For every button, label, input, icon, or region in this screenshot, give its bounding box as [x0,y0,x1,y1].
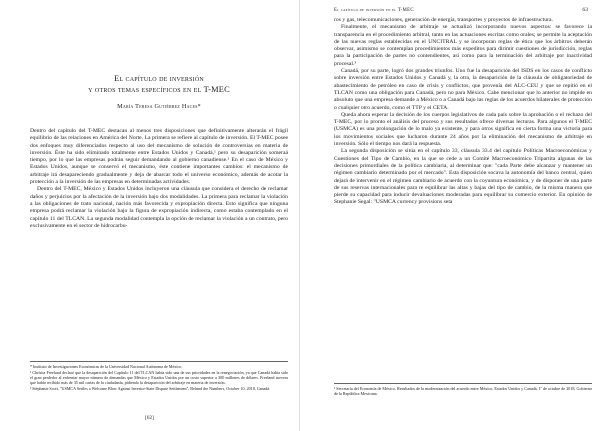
right-body-text [334,17,592,207]
chapter-title [30,73,288,95]
right-page [300,0,600,431]
right-page-number: 63 [582,7,588,13]
left-paragraph-2: Dentro del T-MEC, México y Estados Unidos incluyeron una cláusula que considera el derecho de reclamar daños y perjuicios por la afectación de la inversión bajo dos modalidades. La primera para reclamar la violación a las obligaciones de trato nacional, nación más favorecida y expropiación directa. Esto significa que ninguna empresa podrá reclamar la violación bajo la figura de expropiación indirecta, como estaba contemplado en el capítulo 11 del TLCAN. La segunda modalidad contempla la opción de reclamar la violación a un contrato, pero exclusivamente en el sector de hidrocarbu- [30,186,288,229]
right-paragraph-3: Canadá, por su parte, logró dos grandes triunfos. Uno fue la desaparición del ISDS en los casos de conflicto sobre inversión entre Estados Unidos y Canadá y, la otra, la desaparición de la cláusula de obligatoriedad de abastecimiento de petróleo en caso de crisis y conflictos, que provenía del ALC-CEU y que se repitió en el TLCAN como una obligación para Canadá, pero no para México. Cabe mencionar que lo anterior no impide en absoluto que una empresa demande a México o a Canadá bajo las reglas de los acuerdos bilaterales de protección o cualquier otro acuerdo, como el TTP y el CETA. [334,68,592,111]
footnote-author-affiliation: * Instituto de Investigaciones Económicas de la Universidad Nacional Autónoma de México. [30,364,183,369]
right-footnotes [334,383,592,397]
right-paragraph-1: ros y gas, telecomunicaciones, generación de energía, transportes y proyectos de infraestructura. [334,17,553,23]
running-head: El capítulo de inversión en el T-MEC [334,8,414,13]
footnote-2: ² Stéphanie Scott, "USMCA Settles a Welcome Blow Against Investor-State Dispute Settlement", Behind the Numbers, October 10, 2018, Canadá. [30,386,271,392]
right-paragraph-4: Queda ahora esperar la decisión de los cuerpos legislativos de cada país sobre la aprobación o el rechazo del T-MEC, por lo pronto el análisis del proceso y sus resultados ofrece diversas lecturas. Para algunos el T-MEC (USMCA) es una prolongación de lo malo ya existente, y para otros significa en cierta forma una victoria para los movimientos sociales que lucharon durante 24 años por la eliminación del mecanismo de arbitraje en inversión. Sólo el tiempo nos dará la respuesta. [334,111,592,148]
right-paragraph-2: Finalmente, el mecanismo de arbitraje se actualizó incorporando nuevos aspectos: se favorece la transparencia en el procedimiento arbitral, tanto en las actuaciones escritas como orales; se permite la aceptación de las nuevas reglas establecidas en el UNCITRAL y se incorporan reglas de ética que los árbitros deberán observar, asimismo se contemplan procedimientos más expeditos para dirimir cuestiones de jurisdicción, reglas para la participación de partes no contendientes, así como para la terminación del arbitraje por inactividad procesal.³ [334,24,592,67]
chapter-title-line-1: El capítulo de inversión [114,74,204,83]
left-page-folio: [62] [145,415,154,421]
footnote-1: ¹ Chrístia Freeland declaró que la desaparición del Capítulo 11 del TLCAN había sido una de sus prioridades en la renegociación, ya que Canadá había sido el gran perdedor al enfrentar mayor número de demandas que México y Estados Unidos por un costo superior a 300 millones de dólares. Freeland asevera que había recibido más de 35 mil cartas de la ciudadanía, pidiendo la desaparición del arbitraje en materia de inversión. [30,370,288,386]
left-footnotes [30,361,288,392]
left-body-text [30,128,288,230]
left-paragraph-1: Dentro del capítulo del T-MEC destacan al menos tres disposiciones que definitivamente alterarán el frágil equilibrio de las relaciones en América del Norte. La primera se refiere al capítulo de inversión. El T-MEC posee dos enfoques muy diferenciados respecto al uso del mecanismo de solución de controversias en materia de inversión. Éste ha sido eliminado totalmente entre Estados Unidos y Canadá,¹ pero su desaparición someraá tiempo, por lo que las empresas podrán seguir demandando al gobierno canadiense.² En el caso de México y Estados Unidos, aunque se conservó el mecanismo, éste contiene importantes cambios: el mecanismo de arbitraje irá desapareciendo gradualmente y deja de abarcar todo el universo económico, además de acotar la protección a la inversión de las empresas en determinadas actividades. [30,128,288,186]
left-page [0,0,299,431]
footnote-3: ³ Secretaría del Economía de México, Resultados de la modernización del acuerdo entre México, Estados Unidos y Canadá, 1º de octubre de 2018, Gobierno de la República Mexicana. [334,386,592,397]
chapter-title-line-2: y otros temas específicos en el T-MEC [88,85,230,94]
right-paragraph-5: La segunda disposición se sitúa en el capítulo 33, cláusula 33.4 del capítulo Políticas Macroeconómicas y Cuestiones del Tipo de Cambio, en la que se cede a un Comité Macroeconómico Tripartita algunas de las decisiones primordiales de la política cambiaria, al determinar que: "cada Parte debe alcanzar y mantener un régimen cambiario determinado por el mercado". Esta disposición socava la autonomía del banco central, quien dejará de intervenir en el régimen cambiario de acuerdo con la coyuntura económica, y de disponer de una parte de sus reservas internacionales para re equilibrar las altas y bajas del tipo de cambio, de la misma manera que pierde su capacidad para inducir devaluaciones moderadas para equilibrar su comercio exterior. En opinión de Stephanie Segal: "USMCA currency provisions seta [334,148,592,206]
chapter-author: María Teresa Gutiérrez Haces* [117,103,201,110]
